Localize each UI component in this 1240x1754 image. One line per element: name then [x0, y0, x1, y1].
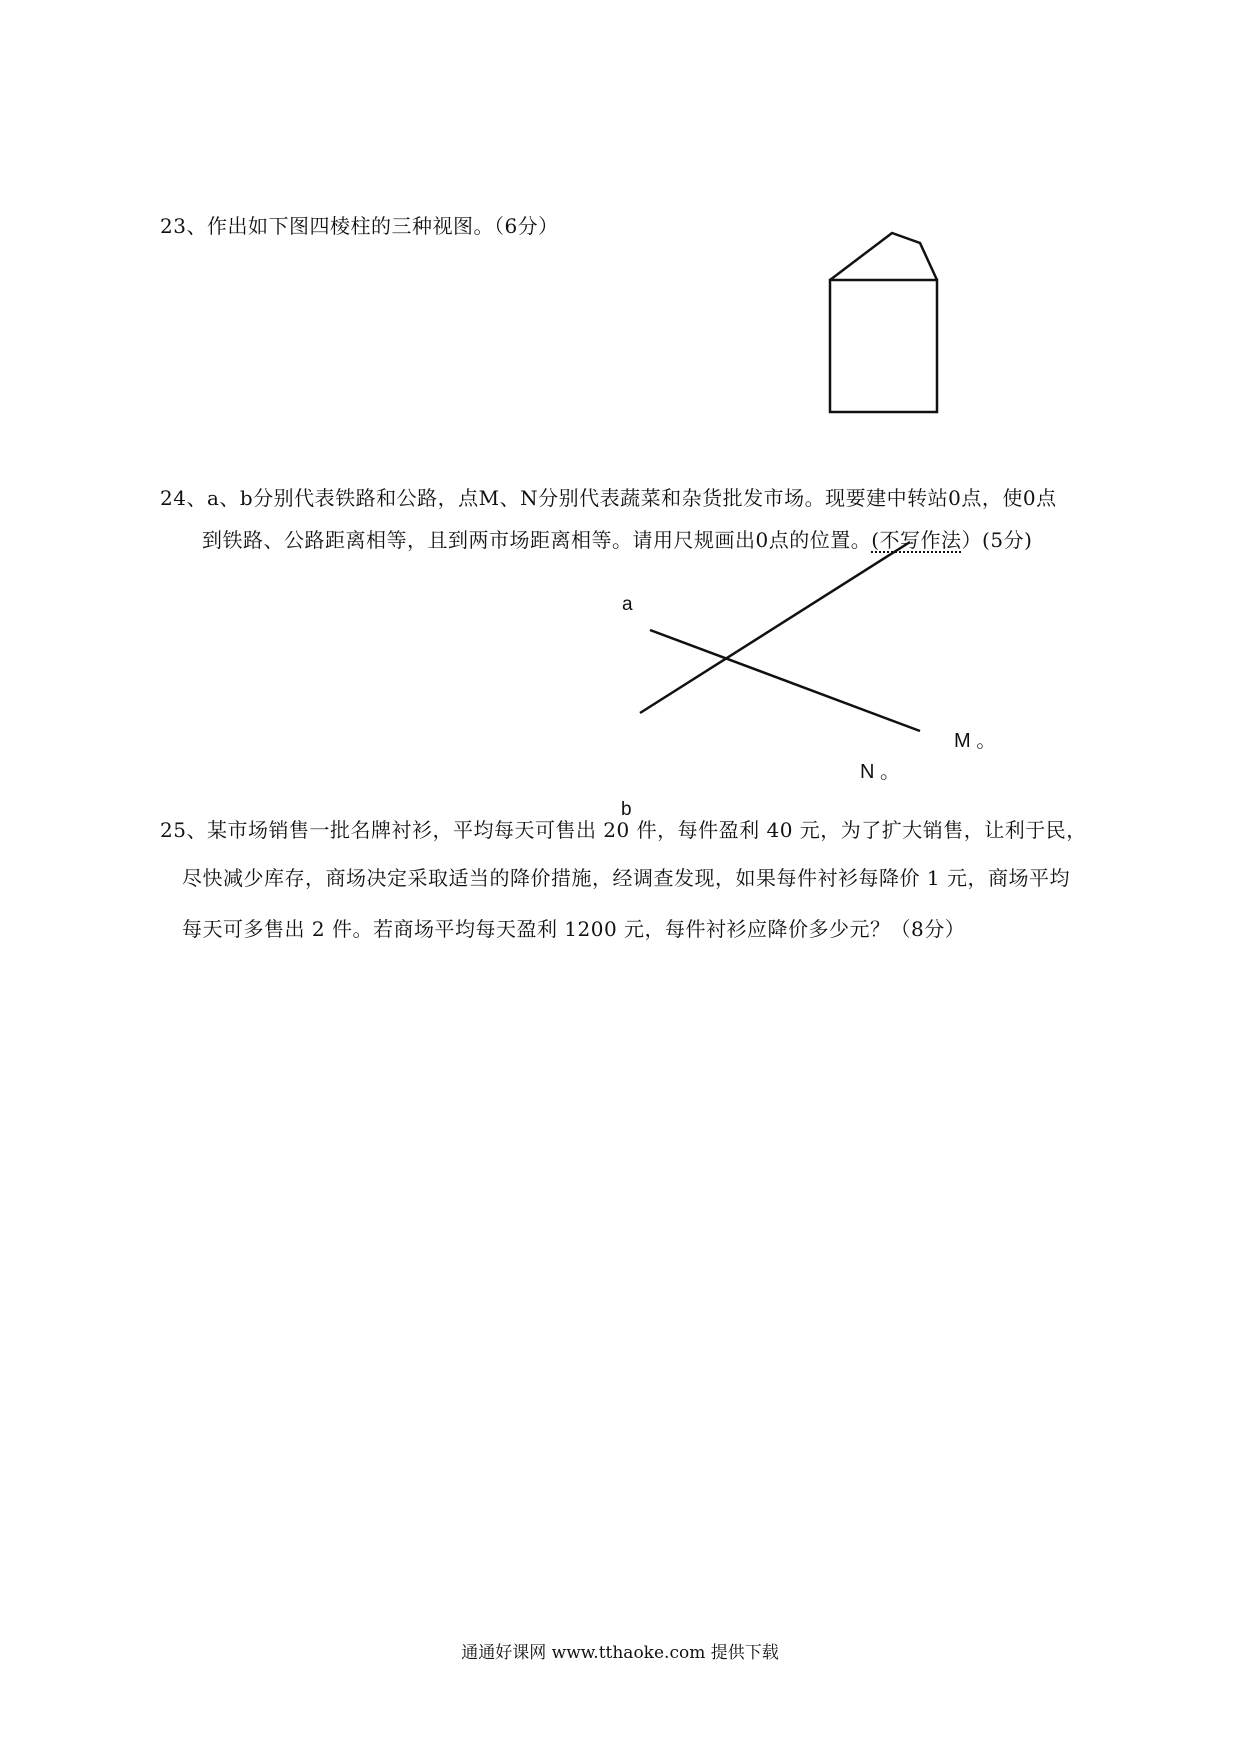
road-line-b [640, 542, 910, 713]
prism-figure [820, 225, 970, 420]
question-24-score: ）(5分) [961, 528, 1033, 552]
line-a-label: a [622, 594, 633, 615]
question-25-line-3: 每天可多售出 2 件。若商场平均每天盈利 1200 元，每件衬衫应降价多少元？（8分） [182, 917, 966, 941]
question-24-line-1: 24、a、b分别代表铁路和公路，点M、N分别代表蔬菜和杂货批发市场。现要建中转站0点，使0点 [160, 486, 1057, 510]
prism-front-face [830, 280, 937, 412]
prism-top-outline [830, 233, 937, 280]
question-23-text: 23、作出如下图四棱柱的三种视图。（6分） [160, 214, 559, 238]
line-b-label: b [621, 799, 632, 820]
point-n-label: N 。 [860, 761, 900, 783]
lines-figure [630, 530, 930, 735]
question-24-note: (不写作法 [871, 528, 962, 552]
question-25-line-2: 尽快减少库存，商场决定采取适当的降价措施，经调查发现，如果每件衬衫每降价 1 元，商场平均 [182, 866, 1070, 890]
question-25-line-1: 25、某市场销售一批名牌衬衫，平均每天可售出 20 件，每件盈利 40 元，为了扩大销售，让利于民， [160, 818, 1087, 842]
footer-credit: 通通好课网 www.tthaoke.com 提供下载 [461, 1643, 779, 1663]
question-24-line-2-main: 到铁路、公路距离相等，且到两市场距离相等。请用尺规画出0点的位置。 [202, 528, 872, 552]
point-m-label: M 。 [954, 730, 997, 752]
